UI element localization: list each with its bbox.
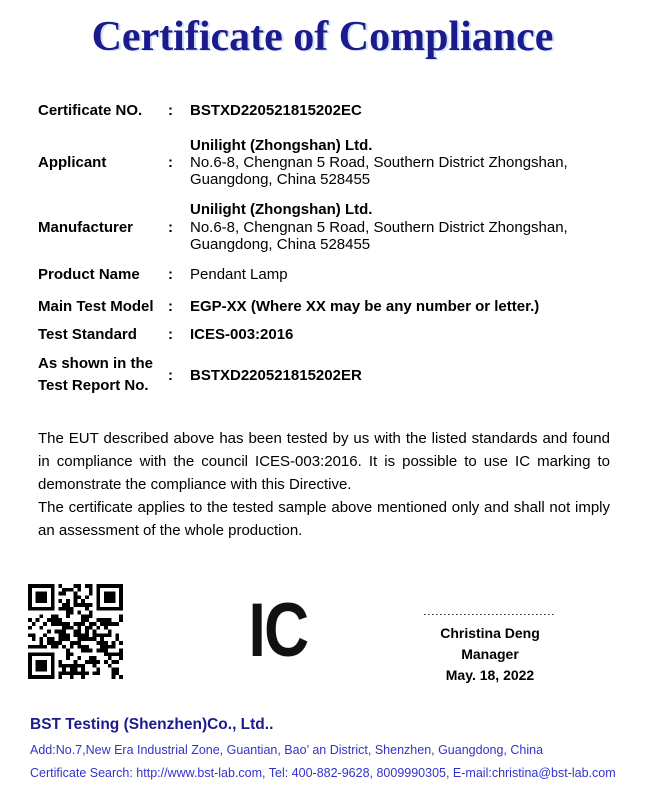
field-main-test-model <box>38 298 610 315</box>
applicant-value <box>190 137 610 189</box>
test-report-no-label <box>38 353 168 398</box>
test-report-no-label-line2: Test Report No. <box>38 377 149 395</box>
compliance-statement <box>38 428 610 543</box>
test-standard-value: ICES-003:2016 <box>190 325 294 343</box>
footer-address: Add:No.7,New Era Industrial Zone, Guantian, Bao’ an District, Shenzhen, Guangdong, China <box>30 743 544 757</box>
signatory-role: Manager <box>461 646 519 662</box>
footer-company-name: BST Testing (Shenzhen)Co., Ltd.. <box>30 716 274 733</box>
field-test-report-no <box>38 353 610 398</box>
qr-code-icon <box>28 583 123 680</box>
footer <box>30 716 625 789</box>
manufacturer-name: Unilight (Zhongshan) Ltd. <box>190 201 373 219</box>
colon-separator: : <box>168 298 173 316</box>
signature-dotted-line <box>424 613 556 615</box>
compliance-paragraph-1: The EUT described above has been tested by us with the listed standards and found in compliance with the council ICES-003:2016. It is possible to use IC marking to demonstrate the compliance with this Directive. <box>38 429 610 493</box>
certificate-marks-row <box>0 583 645 683</box>
manufacturer-address-1: No.6-8, Chengnan 5 Road, Southern District Zhongshan, <box>190 218 568 236</box>
field-applicant <box>38 137 610 189</box>
colon-separator: : <box>168 218 173 236</box>
field-test-standard <box>38 326 610 343</box>
manufacturer-label: Manufacturer <box>38 218 134 236</box>
page-title: Certificate of Compliance <box>91 14 554 60</box>
applicant-address-1: No.6-8, Chengnan 5 Road, Southern District Zhongshan, <box>190 153 568 171</box>
test-report-no-label-line1: As shown in the <box>38 354 154 372</box>
test-standard-label: Test Standard <box>38 325 137 343</box>
compliance-paragraph-2: The certificate applies to the tested sample above mentioned only and shall not imply an assessment of the whole production. <box>38 498 610 539</box>
footer-certificate-search: Certificate Search: http://www.bst-lab.com, Tel: 400-882-9628, 8009990305, E-mail:christina@bst-lab.com <box>30 766 616 780</box>
signature-date: May. 18, 2022 <box>445 667 535 683</box>
field-product-name <box>38 266 610 283</box>
test-report-no-value: BSTXD220521815202ER <box>190 366 362 384</box>
certificate-fields <box>38 102 610 398</box>
colon-separator: : <box>168 102 173 120</box>
applicant-name: Unilight (Zhongshan) Ltd. <box>190 136 373 154</box>
field-manufacturer <box>38 201 610 253</box>
certificate-no-value: BSTXD220521815202EC <box>190 102 362 120</box>
main-test-model-label: Main Test Model <box>38 298 154 316</box>
product-name-label: Product Name <box>38 266 140 284</box>
certificate-no-label: Certificate NO. <box>38 102 143 120</box>
applicant-address-2: Guangdong, China 528455 <box>190 171 371 189</box>
colon-separator: : <box>168 266 173 284</box>
ic-compliance-mark: IC <box>248 588 308 673</box>
colon-separator: : <box>168 153 173 171</box>
product-name-value: Pendant Lamp <box>190 266 288 284</box>
field-certificate-no <box>38 102 610 119</box>
colon-separator: : <box>168 325 173 343</box>
manufacturer-address-2: Guangdong, China 528455 <box>190 235 371 253</box>
signatory-name: Christina Deng <box>440 625 540 641</box>
signature-block <box>424 613 556 686</box>
colon-separator: : <box>168 366 173 384</box>
manufacturer-value <box>190 201 610 253</box>
main-test-model-value: EGP-XX (Where XX may be any number or letter.) <box>190 298 540 316</box>
applicant-label: Applicant <box>38 153 107 171</box>
